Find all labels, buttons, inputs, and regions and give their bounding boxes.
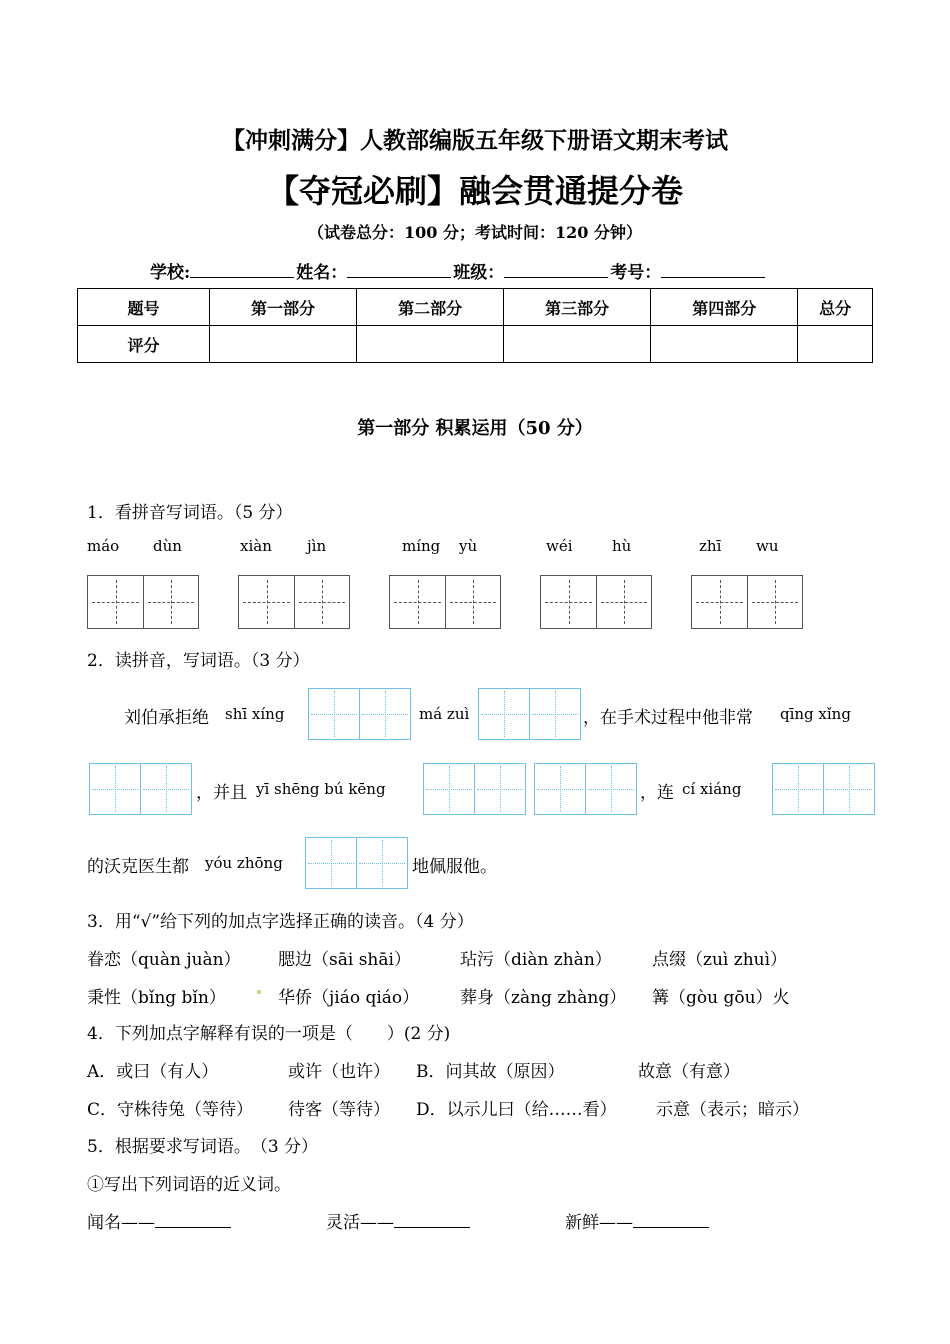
pinyin: qīng xǐng — [780, 705, 851, 723]
q3-item: 眷恋（quàn juàn） — [87, 950, 241, 970]
pinyin: hù — [612, 537, 632, 555]
pinyin: wu — [756, 537, 779, 555]
score-cell[interactable] — [357, 326, 504, 363]
q3-item: 秉性（bǐng bǐn） — [87, 988, 226, 1008]
q5-word — [326, 1208, 470, 1233]
q2-title: 2．读拼音，写词语。（3 分） — [87, 651, 310, 671]
q5-word-label: 新鲜—— — [565, 1213, 633, 1233]
exam-info: （试卷总分：100 分；考试时间：120 分钟） — [308, 223, 642, 242]
q3-item: 点缀（zuì zhuì） — [652, 950, 788, 970]
score-table — [77, 288, 873, 363]
q3-item: 玷污（diàn zhàn） — [460, 950, 612, 970]
writing-grid[interactable] — [238, 575, 350, 629]
name-label: 姓名： — [296, 263, 348, 283]
q4-option: A．或曰（有人） — [87, 1062, 219, 1082]
score-cell[interactable] — [504, 326, 651, 363]
header-cell: 第四部分 — [651, 289, 798, 326]
q4-option: 示意（表示；暗示） — [656, 1100, 809, 1120]
header-cell: 第二部分 — [357, 289, 504, 326]
q5-word-label: 灵活—— — [326, 1213, 394, 1233]
q3-item: 腮边（sāi shāi） — [278, 950, 411, 970]
writing-grid[interactable] — [534, 763, 637, 815]
q5-subtitle: ①写出下列词语的近义词。 — [87, 1175, 291, 1195]
score-cell[interactable] — [798, 326, 873, 363]
table-row — [78, 289, 873, 326]
header-cell: 第三部分 — [504, 289, 651, 326]
q4-option: 或许（也许） — [288, 1062, 390, 1082]
writing-grid[interactable] — [772, 763, 875, 815]
writing-grid[interactable] — [87, 575, 199, 629]
exam-no-field[interactable] — [661, 263, 765, 278]
q4-option: C．守株待兔（等待） — [87, 1100, 254, 1120]
writing-grid[interactable] — [540, 575, 652, 629]
writing-grid[interactable] — [389, 575, 501, 629]
q4-option: D．以示儿曰（给……看） — [416, 1100, 617, 1120]
score-cell[interactable] — [210, 326, 357, 363]
pinyin: xiàn — [240, 537, 272, 555]
q2-text: 地佩服他。 — [412, 857, 497, 877]
pinyin: zhī — [699, 537, 722, 555]
pinyin: jìn — [307, 537, 327, 555]
q4-option: B．问其故（原因） — [416, 1062, 565, 1082]
q5-word — [87, 1208, 231, 1233]
q2-text: 的沃克医生都 — [87, 857, 189, 877]
q4-title: 4．下列加点字解释有误的一项是（ ）(2 分) — [87, 1024, 451, 1044]
q5-title: 5．根据要求写词语。 （3 分） — [87, 1137, 319, 1157]
header-cell: 第一部分 — [210, 289, 357, 326]
pinyin: wéi — [546, 537, 573, 555]
score-cell[interactable] — [651, 326, 798, 363]
header-cell: 总分 — [798, 289, 873, 326]
q5-word-label: 闻名—— — [87, 1213, 155, 1233]
exam-no-label: 考号： — [610, 263, 662, 283]
writing-grid[interactable] — [691, 575, 803, 629]
pinyin: shī xíng — [225, 705, 285, 723]
writing-grid[interactable] — [308, 688, 411, 740]
score-label-cell: 评分 — [78, 326, 210, 363]
exam-title: 【冲刺满分】人教部编版五年级下册语文期末考试 — [222, 127, 728, 154]
q3-item: 葬身（zàng zhàng） — [460, 988, 627, 1008]
name-field[interactable] — [347, 263, 451, 278]
writing-grid[interactable] — [423, 763, 526, 815]
pinyin: yù — [459, 537, 478, 555]
school-label: 学校: — [150, 263, 191, 283]
q5-word — [565, 1208, 709, 1233]
stray-dot — [257, 990, 261, 994]
q4-option: 待客（等待） — [288, 1100, 390, 1120]
student-info-line — [150, 258, 767, 283]
writing-grid[interactable] — [305, 837, 408, 889]
pinyin: dùn — [153, 537, 182, 555]
section-title: 第一部分 积累运用（50 分） — [357, 418, 593, 439]
pinyin: yī shēng bú kēng — [256, 780, 386, 798]
answer-blank[interactable] — [394, 1213, 470, 1228]
pinyin: má zuì — [419, 705, 470, 723]
q2-text: ，在手术过程中他非常 — [583, 708, 753, 728]
q2-text: ，连 — [640, 783, 674, 803]
q3-item: 篝（gòu gōu）火 — [652, 988, 790, 1008]
answer-blank[interactable] — [155, 1213, 231, 1228]
answer-blank[interactable] — [633, 1213, 709, 1228]
pinyin: cí xiáng — [682, 780, 742, 798]
pinyin: yóu zhōng — [205, 854, 283, 872]
q3-title: 3．用“√”给下列的加点字选择正确的读音。（4 分） — [87, 912, 474, 932]
header-cell: 题号 — [78, 289, 210, 326]
writing-grid[interactable] — [89, 763, 192, 815]
class-label: 班级： — [453, 263, 505, 283]
q3-item: 华侨（jiáo qiáo） — [278, 988, 420, 1008]
table-row — [78, 326, 873, 363]
pinyin: míng — [402, 537, 441, 555]
q2-text: 刘伯承拒绝 — [124, 708, 209, 728]
school-field[interactable] — [190, 263, 294, 278]
q2-text: ，并且 — [196, 783, 247, 803]
q4-option: 故意（有意） — [638, 1062, 740, 1082]
class-field[interactable] — [504, 263, 608, 278]
q1-title: 1．看拼音写词语。（5 分） — [87, 503, 293, 523]
exam-subtitle: 【夺冠必刷】融会贯通提分卷 — [266, 172, 683, 210]
pinyin: máo — [87, 537, 120, 555]
writing-grid[interactable] — [478, 688, 581, 740]
